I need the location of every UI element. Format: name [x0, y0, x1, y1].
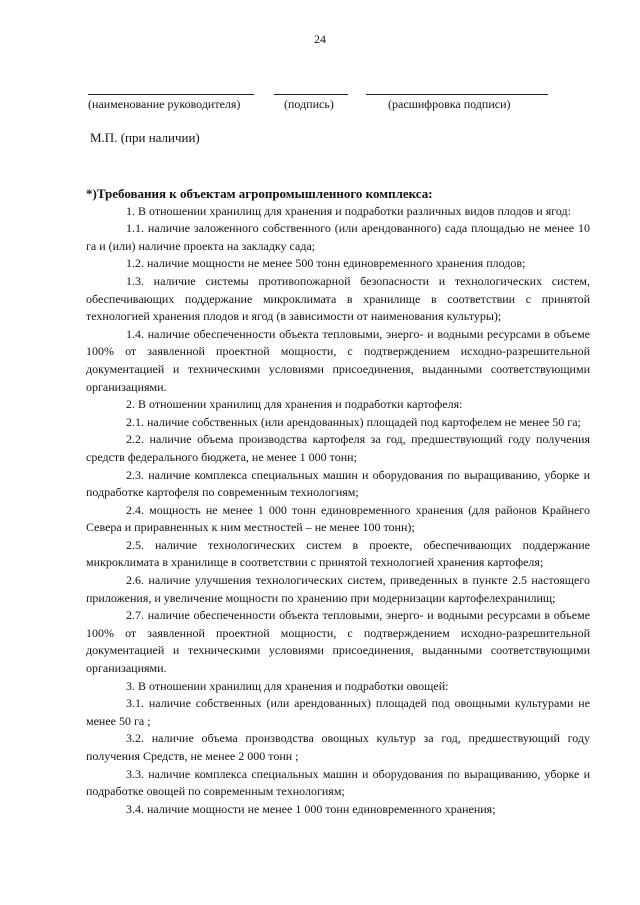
requirement-item: 1.4. наличие обеспеченности объекта тепловыми, энерго- и водными ресурсами в объеме 100% от заявленной проектной мощности, с подтверждением исходно-разрешительной документацией и техническими условиями присоединения, выданными соответствующими организациями. [86, 326, 590, 394]
requirement-item: 2.1. наличие собственных (или арендованных) площадей под картофелем не менее 50 га; [126, 414, 581, 429]
requirement-item: 1.2. наличие мощности не менее 500 тонн единовременного хранения плодов; [126, 256, 526, 271]
decoding-caption: (расшифровка подписи) [388, 97, 511, 111]
requirement-item: 1.3. наличие системы противопожарной безопасности и технологических систем, обеспечивающих поддержание микроклимата в хранилище в соответствии с принятой технологией хранения плодов и ягод (в зависимости от наименования культуры); [86, 273, 590, 324]
stamp-note: М.П. (при наличии) [90, 130, 200, 145]
requirement-item: 2. В отношении хранилищ для хранения и подработки картофеля: [126, 397, 463, 412]
requirement-item: 1. В отношении хранилищ для хранения и подработки различных видов плодов и ягод: [126, 203, 571, 218]
requirement-item: 3. В отношении хранилищ для хранения и подработки овощей: [126, 678, 449, 693]
manager-caption: (наименование руководителя) [88, 97, 241, 111]
requirement-item: 2.6. наличие улучшения технологических систем, приведенных в пункте 2.5 настоящего приложения, и увеличение мощности по хранению при модернизации картофелехранилищ; [86, 573, 590, 605]
requirement-item: 2.4. мощность не менее 1 000 тонн единовременного хранения (для районов Крайнего Севера и приравненных к ним местностей – не менее 100 тонн); [86, 502, 590, 535]
requirement-item: 2.5. наличие технологических систем в проекте, обеспечивающих поддержание микроклимата в хранилище в соответствии с принятой технологией хранения картофеля; [86, 537, 590, 570]
requirements-section [86, 185, 590, 818]
requirement-item: 3.1. наличие собственных (или арендованных) площадей под овощными культурами не менее 50 га ; [86, 696, 590, 728]
requirement-item: 2.3. наличие комплекса специальных машин и оборудования по выращиванию, уборке и подработке картофеля по современным технологиям; [86, 467, 590, 500]
signature-block [88, 84, 548, 118]
requirement-item: 2.2. наличие объема производства картофеля за год, предшествующий году получения средств федерального бюджета, не менее 1 000 тонн; [86, 432, 590, 464]
manager-line [88, 94, 254, 95]
signature-caption: (подпись) [284, 97, 334, 111]
decoding-line [366, 94, 548, 95]
requirement-item: 3.3. наличие комплекса специальных машин и оборудования по выращиванию, уборке и подработке овощей по современным технологиям; [86, 766, 590, 799]
requirement-item: 3.2. наличие объема производства овощных культур за год, предшествующий году получения Средств, не менее 2 000 тонн ; [86, 731, 590, 763]
requirement-item: 2.7. наличие обеспеченности объекта тепловыми, энерго- и водными ресурсами в объеме 100% от заявленной проектной мощности, с подтверждением исходно-разрешительной документацией и техническими условиями присоединения, выданными соответствующими организациями. [86, 608, 590, 676]
signature-line [274, 94, 348, 95]
requirement-item: 1.1. наличие заложенного собственного (или арендованного) сада площадью не менее 10 га и (или) наличие проекта на закладку сада; [86, 221, 590, 253]
requirement-item: 3.4. наличие мощности не менее 1 000 тонн единовременного хранения; [126, 801, 496, 816]
requirements-title: *)Требования к объектам агропромышленного комплекса: [86, 186, 433, 201]
page-number: 24 [314, 32, 326, 46]
